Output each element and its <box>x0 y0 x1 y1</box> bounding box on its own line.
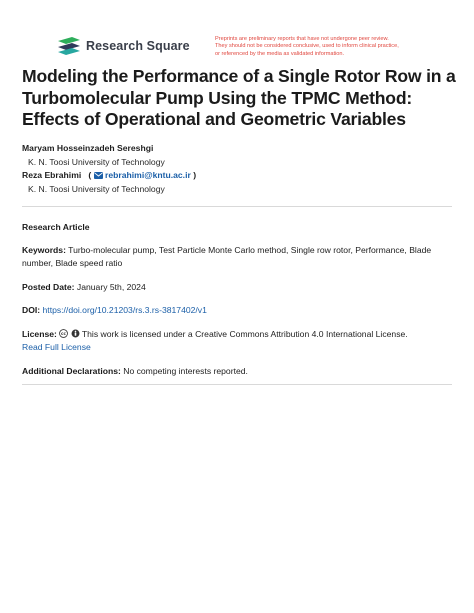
doi-link[interactable]: https://doi.org/10.21203/rs.3.rs-3817402/v1 <box>42 305 207 315</box>
author-affiliation: K. N. Toosi University of Technology <box>28 183 165 194</box>
keywords-section <box>22 244 457 269</box>
doi-label: DOI: <box>22 305 41 315</box>
divider <box>22 206 452 207</box>
read-full-license-link[interactable]: Read Full License <box>22 341 91 352</box>
posted-date-label: Posted Date: <box>22 282 75 292</box>
author-list <box>22 142 452 196</box>
research-square-logo-icon <box>58 37 80 55</box>
divider <box>22 384 452 385</box>
disclaimer-line: or referenced by the media as validated information. <box>215 50 345 57</box>
envelope-icon <box>94 172 103 179</box>
email-open-paren: ( <box>83 170 92 181</box>
attribution-icon <box>71 329 80 338</box>
disclaimer-line: They should not be considered conclusive, used to inform clinical practice, <box>215 43 399 50</box>
declarations-value: No competing interests reported. <box>123 366 248 376</box>
declarations-section <box>22 365 457 378</box>
author-affiliation: K. N. Toosi University of Technology <box>28 156 165 167</box>
svg-text:cc: cc <box>61 331 67 337</box>
keywords-label: Keywords: <box>22 245 66 255</box>
article-type-label: Research Article <box>22 222 90 232</box>
article-type <box>22 221 457 234</box>
author-name: Maryam Hosseinzadeh Sereshgi <box>22 143 154 153</box>
license-label: License: <box>22 329 57 339</box>
posted-date-value: January 5th, 2024 <box>76 282 146 292</box>
author-email-link[interactable]: rebrahimi@kntu.ac.ir <box>105 170 191 181</box>
research-square-logo[interactable] <box>58 37 190 55</box>
author-entry <box>22 169 452 196</box>
preprint-disclaimer <box>215 36 445 58</box>
author-name: Reza Ebrahimi <box>22 170 82 181</box>
posted-date-section <box>22 281 457 294</box>
creative-commons-icon <box>59 329 68 338</box>
doi-section <box>22 304 457 317</box>
disclaimer-line: Preprints are preliminary reports that have not undergone peer review. <box>215 36 389 42</box>
article-title: Modeling the Performance of a Single Rotor Row in a Turbomolecular Pump Using the TPMC Method: Effects of Operational and Geometric Variables <box>22 66 456 129</box>
keywords-value: Turbo-molecular pump, Test Particle Monte Carlo method, Single row rotor, Performance, Blade number, Blade speed ratio <box>22 245 432 268</box>
logo-text: Research Square <box>86 39 190 53</box>
license-text: This work is licensed under a Creative Commons Attribution 4.0 International License. <box>81 329 408 339</box>
license-section <box>22 328 457 353</box>
declarations-label: Additional Declarations: <box>22 366 121 376</box>
email-close-paren: ) <box>193 170 197 181</box>
author-entry <box>22 142 452 169</box>
